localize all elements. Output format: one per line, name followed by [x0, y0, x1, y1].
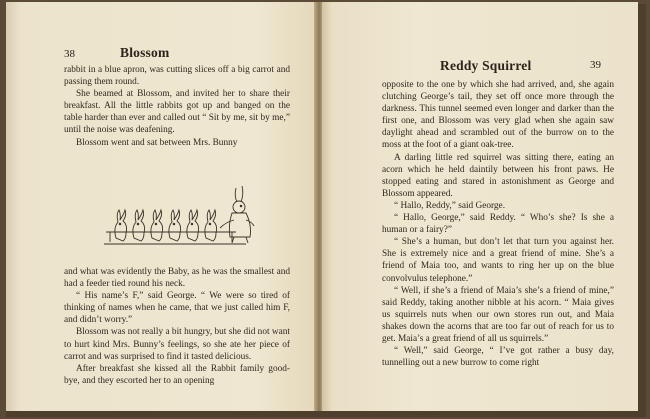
left-text-top	[64, 64, 290, 149]
little-rabbit	[133, 210, 145, 241]
right-page-number: 39	[590, 59, 601, 71]
right-page	[322, 2, 638, 411]
paragraph: Blossom went and sat between Mrs. Bunny	[76, 137, 238, 148]
little-rabbit	[205, 210, 217, 241]
mrs-bunny-figure	[220, 186, 254, 243]
paragraph: She beamed at Blossom, and invited her to share their breakfast. All the little rabbits got up and banged on the table harder than ever and called out “ Sit by me, sit by me,” until the noise was deafening.	[64, 89, 290, 136]
paragraph: opposite to the one by which she had arrived, and, she again clutching George’s tail, they set off once more through the darkness. This tunnel seemed even longer and darker than the first one, and Blossom was very glad when she again saw daylight ahead and scrambled out of the burrow on to the moss at the foot of a giant oak-tree.	[382, 80, 614, 151]
left-text-bottom	[64, 266, 290, 387]
paragraph: “ His name’s F,” said George. “ We were so tired of thinking of names when he came, that we just called him F, and didn’t worry.”	[64, 291, 290, 326]
paragraph: “ Well,” said George, “ I’ve got rather a busy day, tunnelling out a new burrow to come right	[382, 346, 614, 369]
left-page-header	[64, 46, 312, 61]
paragraph: After breakfast she kissed all the Rabbit family good-bye, and they escorted her to an opening	[64, 363, 290, 386]
paragraph: and what was evidently the Baby, as he was the smallest and had a feeder tied round his neck.	[64, 267, 290, 290]
right-page-header	[440, 58, 618, 74]
little-rabbit	[187, 210, 199, 241]
left-running-head: Blossom	[120, 45, 170, 60]
paragraph: A darling little red squirrel was sitting there, eating an acorn which he held daintily between his front paws. He stopped eating and stared in astonishment as George and Blossom appeared.	[382, 152, 614, 199]
right-running-head: Reddy Squirrel	[440, 58, 532, 73]
paragraph: “ She’s a human, but don’t let that turn you against her. She is extremely nice and a great friend of mine. She’s a friend of Maia too, and wants to ring her up on the blue convolvulus telephone.”	[382, 237, 614, 284]
paragraph: “ Hallo, Reddy,” said George.	[394, 200, 506, 211]
left-page	[6, 2, 318, 411]
little-rabbit	[169, 210, 181, 241]
little-rabbit	[151, 210, 163, 241]
paragraph: rabbit in a blue apron, was cutting slices off a big carrot and passing them round.	[64, 65, 290, 88]
paragraph: Blossom was not really a bit hungry, but she did not want to hurt kind Mrs. Bunny’s feelings, so she ate her piece of carrot and was surprised to find it tasted delicious.	[64, 327, 290, 362]
left-page-number: 38	[64, 48, 75, 60]
paragraph: “ Well, if she’s a friend of Maia’s she’s a friend of mine,” said Reddy, taking another nibble at his acorn. “ Maia gives us squirrels nuts when our own stores run out, and Maia shakes down the acorns that are too far out of reach for us to get. Maia’s a great friend of all us squirrels.”	[382, 285, 614, 344]
right-text	[382, 79, 614, 369]
rabbit-family-breakfast-illustration	[86, 180, 286, 262]
paragraph: “ Hallo, George,” said Reddy. “ Who’s she? Is she a human or a fairy?”	[382, 213, 614, 236]
little-rabbit	[115, 210, 127, 241]
